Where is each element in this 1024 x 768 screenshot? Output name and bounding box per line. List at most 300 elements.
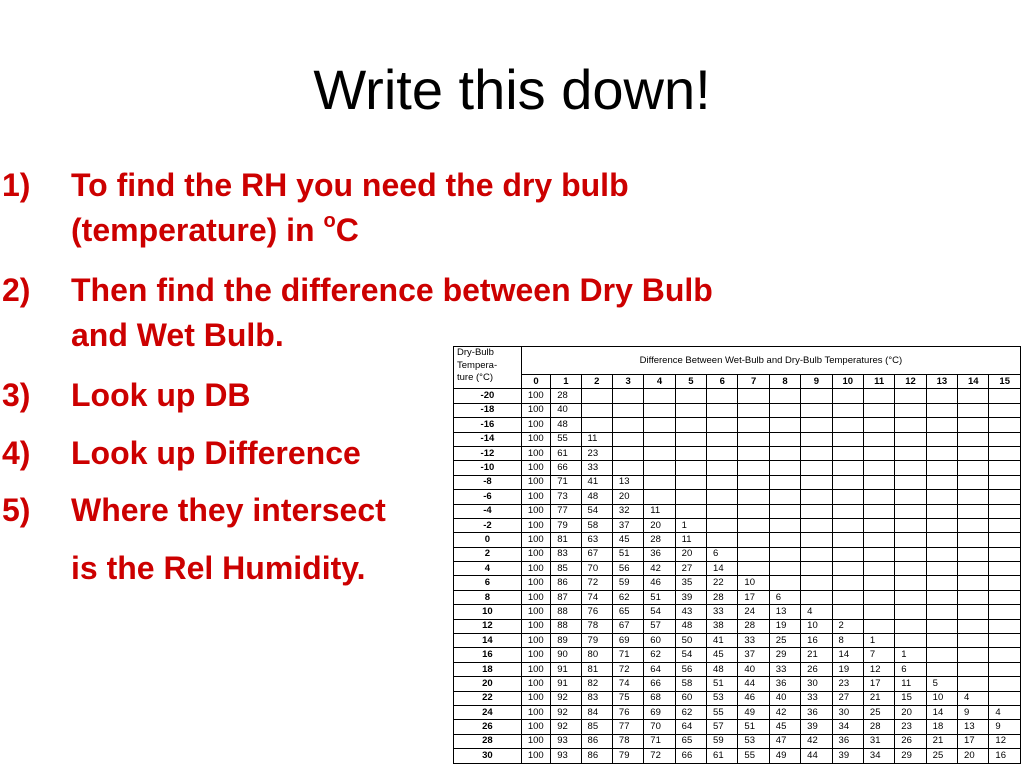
- table-cell: 16: [801, 634, 832, 648]
- step-number: 5): [2, 492, 31, 528]
- table-cell: 72: [644, 749, 675, 763]
- table-cell: 30: [801, 677, 832, 691]
- table-cell: [895, 418, 926, 432]
- table-row: [454, 533, 1021, 547]
- dry-bulb-cell: -20: [454, 389, 522, 403]
- table-cell: [958, 634, 989, 648]
- table-cell: 10: [738, 576, 769, 590]
- dry-bulb-cell: 12: [454, 619, 522, 633]
- table-cell: 39: [675, 590, 706, 604]
- table-row: [454, 749, 1021, 763]
- table-cell: [769, 518, 800, 532]
- table-cell: 67: [581, 547, 612, 561]
- table-cell: 45: [612, 533, 643, 547]
- table-cell: 77: [612, 720, 643, 734]
- step-text: [71, 488, 386, 533]
- table-cell: 17: [738, 590, 769, 604]
- table-cell: [675, 389, 706, 403]
- table-cell: 100: [521, 461, 550, 475]
- table-cell: 20: [644, 518, 675, 532]
- table-cell: 48: [707, 662, 738, 676]
- table-cell: 20: [612, 490, 643, 504]
- table-cell: [707, 389, 738, 403]
- table-cell: [863, 504, 894, 518]
- table-cell: [863, 533, 894, 547]
- table-cell: [863, 461, 894, 475]
- slide-title: Write this down!: [313, 58, 711, 121]
- table-cell: [832, 403, 863, 417]
- table-cell: 51: [738, 720, 769, 734]
- table-cell: [895, 475, 926, 489]
- table-cell: [958, 418, 989, 432]
- table-cell: 45: [707, 648, 738, 662]
- table-cell: 28: [707, 590, 738, 604]
- table-cell: [707, 403, 738, 417]
- table-cell: 12: [863, 662, 894, 676]
- table-cell: [989, 403, 1021, 417]
- table-cell: [801, 504, 832, 518]
- table-cell: 46: [644, 576, 675, 590]
- table-cell: 48: [581, 490, 612, 504]
- table-cell: [989, 648, 1021, 662]
- step-line-text: (temperature) in: [71, 212, 324, 248]
- step-line: Look up DB: [71, 377, 251, 413]
- step-line: Where they intersect: [71, 492, 386, 528]
- table-cell: [581, 418, 612, 432]
- table-cell: [958, 677, 989, 691]
- table-cell: [832, 533, 863, 547]
- table-cell: 61: [707, 749, 738, 763]
- table-cell: 34: [832, 720, 863, 734]
- table-cell: 25: [769, 634, 800, 648]
- table-cell: [769, 475, 800, 489]
- table-cell: 19: [832, 662, 863, 676]
- table-cell: [769, 389, 800, 403]
- table-cell: 41: [707, 634, 738, 648]
- table-cell: 21: [863, 691, 894, 705]
- table-cell: [644, 432, 675, 446]
- table-cell: [989, 605, 1021, 619]
- table-cell: 33: [738, 634, 769, 648]
- table-cell: [675, 418, 706, 432]
- table-cell: 53: [707, 691, 738, 705]
- table-cell: 36: [832, 734, 863, 748]
- step-text: [71, 268, 713, 358]
- table-cell: [895, 634, 926, 648]
- table-cell: [989, 446, 1021, 460]
- table-cell: [612, 461, 643, 475]
- table-cell: [769, 418, 800, 432]
- table-cell: 55: [707, 705, 738, 719]
- table-cell: 100: [521, 446, 550, 460]
- table-cell: [738, 403, 769, 417]
- table-cell: 100: [521, 518, 550, 532]
- table-cell: [958, 403, 989, 417]
- table-cell: 93: [551, 734, 581, 748]
- table-row: [454, 490, 1021, 504]
- table-cell: 91: [551, 662, 581, 676]
- table-cell: [958, 562, 989, 576]
- table-cell: [832, 446, 863, 460]
- dry-bulb-cell: 18: [454, 662, 522, 676]
- table-cell: 100: [521, 691, 550, 705]
- table-cell: 47: [769, 734, 800, 748]
- table-cell: [926, 619, 957, 633]
- table-cell: [989, 432, 1021, 446]
- table-cell: [958, 432, 989, 446]
- table-cell: [801, 576, 832, 590]
- table-cell: 86: [581, 749, 612, 763]
- table-cell: [801, 475, 832, 489]
- table-cell: 42: [801, 734, 832, 748]
- table-cell: [958, 461, 989, 475]
- table-cell: 85: [551, 562, 581, 576]
- table-cell: 12: [989, 734, 1021, 748]
- table-cell: 74: [612, 677, 643, 691]
- table-cell: [769, 490, 800, 504]
- table-cell: [926, 533, 957, 547]
- table-cell: [769, 504, 800, 518]
- column-header: 12: [895, 375, 926, 389]
- table-cell: [989, 576, 1021, 590]
- table-cell: 83: [581, 691, 612, 705]
- table-cell: [832, 547, 863, 561]
- table-cell: [926, 461, 957, 475]
- column-header: 4: [644, 375, 675, 389]
- table-cell: 58: [581, 518, 612, 532]
- table-cell: [801, 461, 832, 475]
- table-cell: [644, 475, 675, 489]
- table-cell: 26: [801, 662, 832, 676]
- table-cell: 81: [581, 662, 612, 676]
- table-cell: [769, 562, 800, 576]
- table-cell: 50: [675, 634, 706, 648]
- table-cell: 51: [644, 590, 675, 604]
- table-cell: [738, 533, 769, 547]
- table-cell: 4: [958, 691, 989, 705]
- table-cell: 26: [895, 734, 926, 748]
- table-cell: [675, 490, 706, 504]
- table-cell: 100: [521, 576, 550, 590]
- table-cell: 5: [926, 677, 957, 691]
- column-header: 13: [926, 375, 957, 389]
- table-cell: [738, 432, 769, 446]
- table-cell: [863, 418, 894, 432]
- table-cell: 54: [644, 605, 675, 619]
- step-number: 3): [2, 377, 31, 413]
- table-cell: [958, 662, 989, 676]
- dry-bulb-cell: -6: [454, 490, 522, 504]
- table-cell: 14: [832, 648, 863, 662]
- table-cell: 10: [801, 619, 832, 633]
- table-cell: 29: [769, 648, 800, 662]
- table-cell: [989, 461, 1021, 475]
- step-line: Then find the difference between Dry Bulb: [71, 272, 713, 308]
- difference-header: Difference Between Wet-Bulb and Dry-Bulb Temperatures (°C): [521, 347, 1020, 375]
- table-cell: 35: [675, 576, 706, 590]
- table-cell: 11: [581, 432, 612, 446]
- table-cell: [707, 475, 738, 489]
- table-cell: [644, 461, 675, 475]
- table-cell: [738, 461, 769, 475]
- table-cell: 49: [769, 749, 800, 763]
- table-cell: 69: [644, 705, 675, 719]
- table-cell: [832, 475, 863, 489]
- table-cell: [958, 504, 989, 518]
- table-cell: [926, 389, 957, 403]
- table-cell: 41: [581, 475, 612, 489]
- table-cell: 40: [769, 691, 800, 705]
- table-cell: 1: [863, 634, 894, 648]
- table-cell: [675, 461, 706, 475]
- table-cell: [989, 619, 1021, 633]
- table-row: [454, 605, 1021, 619]
- step-text: [71, 546, 366, 591]
- table-cell: [801, 490, 832, 504]
- table-cell: 100: [521, 403, 550, 417]
- table-cell: 77: [551, 504, 581, 518]
- table-cell: 100: [521, 562, 550, 576]
- table-cell: 100: [521, 734, 550, 748]
- table-cell: [832, 605, 863, 619]
- table-cell: 6: [769, 590, 800, 604]
- table-cell: 49: [738, 705, 769, 719]
- table-cell: 7: [863, 648, 894, 662]
- table-cell: [926, 662, 957, 676]
- table-cell: 37: [612, 518, 643, 532]
- table-cell: [958, 576, 989, 590]
- table-cell: 100: [521, 619, 550, 633]
- table-cell: 6: [707, 547, 738, 561]
- table-row: [454, 648, 1021, 662]
- table-cell: 76: [581, 605, 612, 619]
- table-cell: [612, 418, 643, 432]
- table-cell: [644, 403, 675, 417]
- table-row: [454, 619, 1021, 633]
- column-header: 1: [551, 375, 581, 389]
- step-number: 4): [2, 435, 31, 471]
- table-cell: [801, 432, 832, 446]
- table-cell: 71: [551, 475, 581, 489]
- table-cell: [895, 619, 926, 633]
- table-cell: [675, 446, 706, 460]
- column-header: 15: [989, 375, 1021, 389]
- table-cell: 11: [895, 677, 926, 691]
- table-cell: 14: [926, 705, 957, 719]
- table-cell: 79: [612, 749, 643, 763]
- dry-bulb-header-line: ture (°C): [457, 372, 493, 383]
- table-cell: [801, 418, 832, 432]
- dry-bulb-cell: 10: [454, 605, 522, 619]
- table-cell: [738, 389, 769, 403]
- table-cell: [895, 533, 926, 547]
- table-cell: 44: [738, 677, 769, 691]
- table-cell: 100: [521, 389, 550, 403]
- table-cell: [832, 576, 863, 590]
- table-row: [454, 403, 1021, 417]
- table-cell: 42: [769, 705, 800, 719]
- table-cell: 18: [926, 720, 957, 734]
- table-cell: 78: [612, 734, 643, 748]
- table-cell: 13: [958, 720, 989, 734]
- table-cell: [895, 403, 926, 417]
- table-row: [454, 662, 1021, 676]
- table-cell: 100: [521, 432, 550, 446]
- table-cell: 76: [612, 705, 643, 719]
- table-cell: 17: [863, 677, 894, 691]
- table-row: [454, 432, 1021, 446]
- table-cell: [926, 403, 957, 417]
- table-cell: 100: [521, 605, 550, 619]
- table-cell: 38: [707, 619, 738, 633]
- column-header: 9: [801, 375, 832, 389]
- table-cell: [707, 490, 738, 504]
- table-cell: [832, 562, 863, 576]
- table-cell: 64: [644, 662, 675, 676]
- table-cell: [895, 504, 926, 518]
- table-cell: 92: [551, 705, 581, 719]
- table-cell: [958, 475, 989, 489]
- column-header: 5: [675, 375, 706, 389]
- table-cell: [675, 475, 706, 489]
- table-cell: 29: [895, 749, 926, 763]
- table-cell: [989, 504, 1021, 518]
- table-cell: 100: [521, 677, 550, 691]
- table-cell: [644, 418, 675, 432]
- table-cell: 72: [581, 576, 612, 590]
- table-cell: [863, 562, 894, 576]
- table-cell: [707, 533, 738, 547]
- table-cell: [675, 432, 706, 446]
- table-row: [454, 418, 1021, 432]
- dry-bulb-cell: -10: [454, 461, 522, 475]
- table-cell: 92: [551, 691, 581, 705]
- table-row: [454, 720, 1021, 734]
- dry-bulb-cell: 4: [454, 562, 522, 576]
- table-cell: [863, 490, 894, 504]
- dry-bulb-header-line: Dry-Bulb: [457, 347, 494, 358]
- table-cell: [958, 590, 989, 604]
- relative-humidity-table: [453, 346, 1021, 764]
- table-cell: [863, 475, 894, 489]
- table-cell: [989, 389, 1021, 403]
- dry-bulb-cell: 0: [454, 533, 522, 547]
- table-cell: 33: [801, 691, 832, 705]
- table-cell: [989, 562, 1021, 576]
- table-cell: 62: [644, 648, 675, 662]
- rh-lookup-table: [453, 346, 1021, 764]
- dry-bulb-cell: -14: [454, 432, 522, 446]
- table-cell: [832, 504, 863, 518]
- table-cell: [863, 576, 894, 590]
- table-cell: [612, 432, 643, 446]
- table-cell: [863, 590, 894, 604]
- table-cell: [863, 619, 894, 633]
- table-cell: [989, 490, 1021, 504]
- table-cell: 54: [675, 648, 706, 662]
- table-cell: 65: [612, 605, 643, 619]
- table-cell: [769, 432, 800, 446]
- step-text: [71, 431, 361, 476]
- dry-bulb-cell: 20: [454, 677, 522, 691]
- table-cell: 66: [551, 461, 581, 475]
- dry-bulb-cell: 26: [454, 720, 522, 734]
- table-cell: 14: [707, 562, 738, 576]
- table-cell: [895, 576, 926, 590]
- table-cell: 4: [989, 705, 1021, 719]
- table-cell: [958, 619, 989, 633]
- table-cell: [863, 605, 894, 619]
- column-header: 8: [769, 375, 800, 389]
- table-cell: [738, 504, 769, 518]
- table-cell: [895, 562, 926, 576]
- table-row: [454, 691, 1021, 705]
- column-header: 2: [581, 375, 612, 389]
- table-cell: [926, 590, 957, 604]
- table-cell: 61: [551, 446, 581, 460]
- table-cell: [612, 446, 643, 460]
- table-cell: 87: [551, 590, 581, 604]
- table-cell: [644, 490, 675, 504]
- column-header: 14: [958, 375, 989, 389]
- table-cell: 51: [707, 677, 738, 691]
- table-cell: 1: [675, 518, 706, 532]
- table-cell: [958, 389, 989, 403]
- table-cell: 48: [551, 418, 581, 432]
- table-cell: [801, 562, 832, 576]
- table-cell: 27: [832, 691, 863, 705]
- dry-bulb-cell: -4: [454, 504, 522, 518]
- table-cell: [738, 446, 769, 460]
- table-cell: [926, 504, 957, 518]
- dry-bulb-cell: 14: [454, 634, 522, 648]
- table-cell: [989, 533, 1021, 547]
- table-cell: [769, 461, 800, 475]
- table-cell: 86: [581, 734, 612, 748]
- table-cell: 28: [738, 619, 769, 633]
- table-cell: [989, 547, 1021, 561]
- table-cell: [832, 461, 863, 475]
- table-cell: [926, 547, 957, 561]
- dry-bulb-cell: 24: [454, 705, 522, 719]
- table-cell: 36: [801, 705, 832, 719]
- table-cell: [832, 418, 863, 432]
- table-row: [454, 504, 1021, 518]
- table-cell: 69: [612, 634, 643, 648]
- table-cell: [926, 518, 957, 532]
- table-cell: [989, 634, 1021, 648]
- table-cell: 25: [926, 749, 957, 763]
- table-cell: [738, 490, 769, 504]
- table-cell: [958, 547, 989, 561]
- column-header: 11: [863, 375, 894, 389]
- table-cell: [707, 432, 738, 446]
- table-cell: 55: [551, 432, 581, 446]
- table-cell: 40: [551, 403, 581, 417]
- table-cell: 19: [769, 619, 800, 633]
- table-cell: 60: [644, 634, 675, 648]
- table-cell: [832, 432, 863, 446]
- column-header: 10: [832, 375, 863, 389]
- table-cell: [958, 518, 989, 532]
- table-cell: 24: [738, 605, 769, 619]
- table-cell: [895, 461, 926, 475]
- degree-superscript: o: [323, 210, 336, 232]
- table-cell: 90: [551, 648, 581, 662]
- table-cell: 57: [644, 619, 675, 633]
- table-cell: 30: [832, 705, 863, 719]
- table-cell: [863, 389, 894, 403]
